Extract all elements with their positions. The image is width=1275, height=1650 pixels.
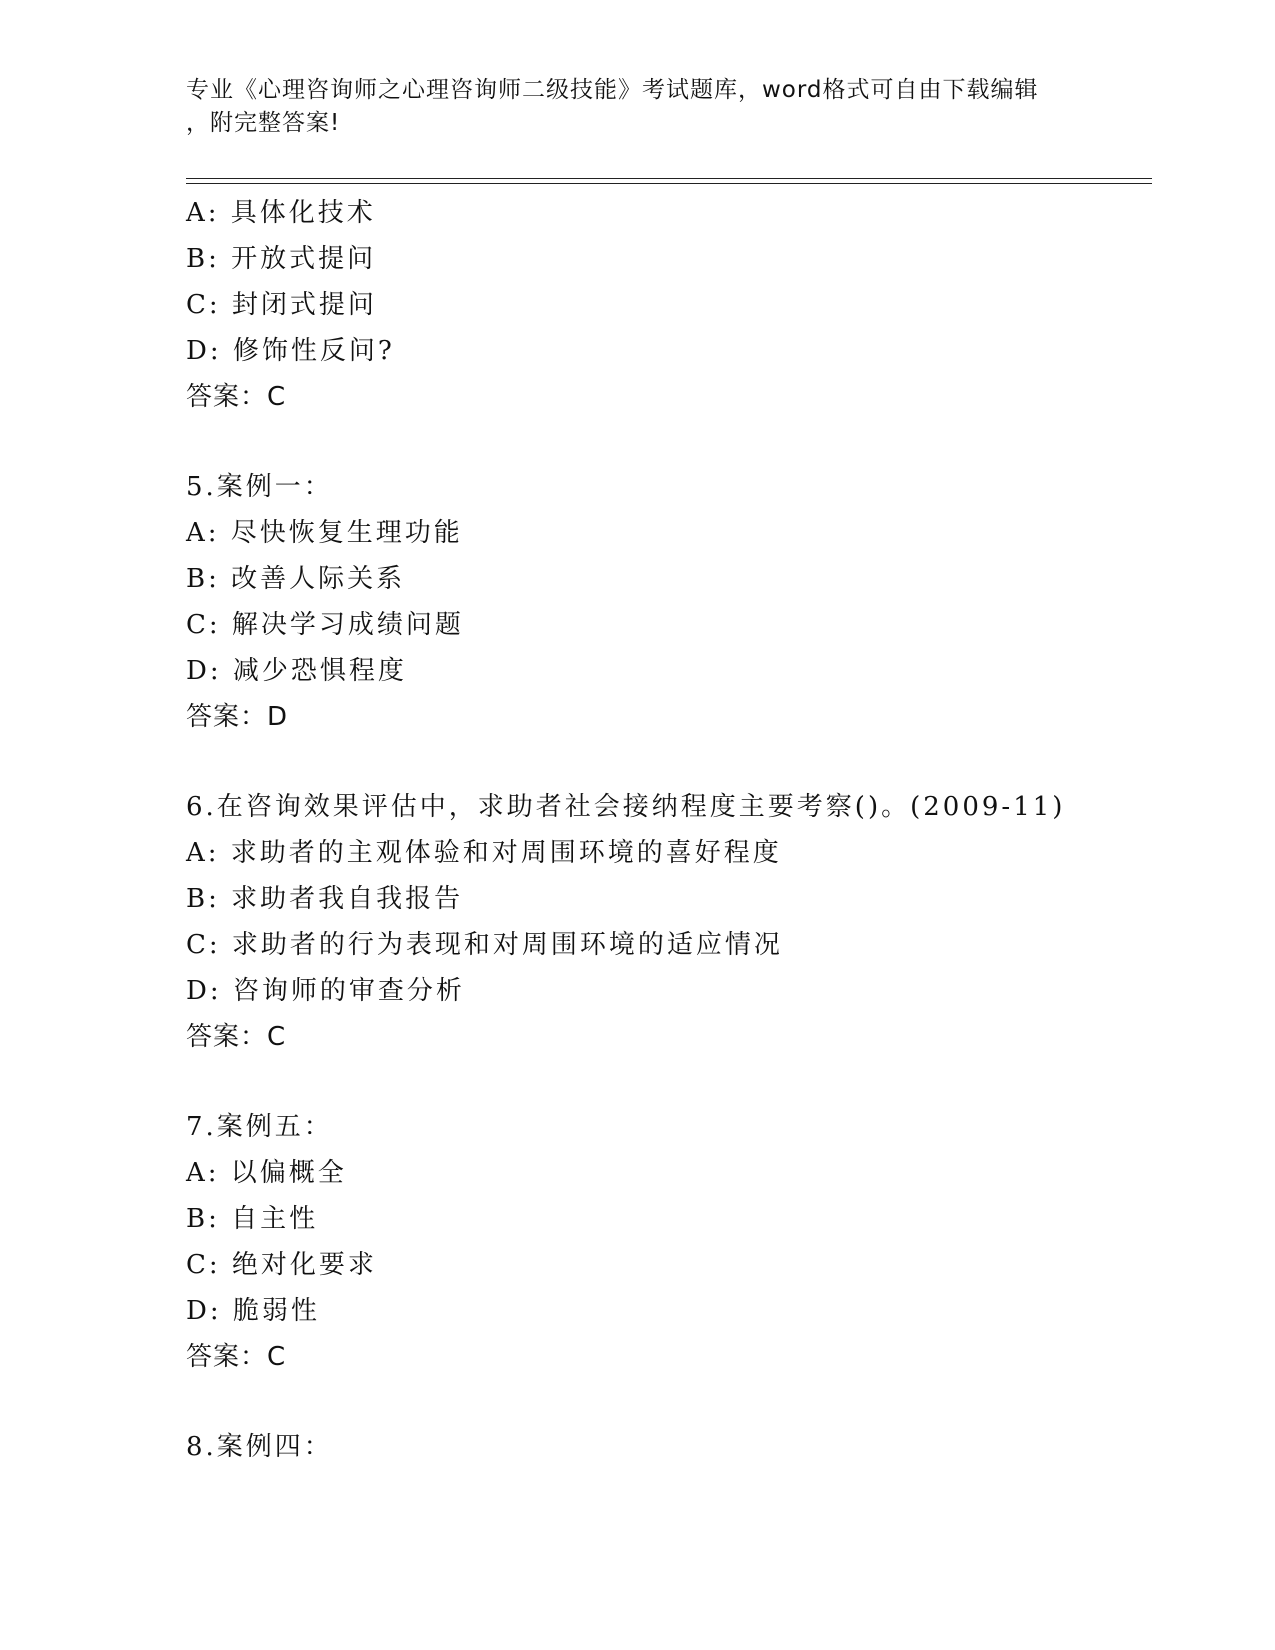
option-b: B: 开放式提问 xyxy=(186,244,377,274)
answer: 答案：C xyxy=(186,1022,287,1052)
option-b: B: 求助者我自我报告 xyxy=(186,884,464,914)
option-d: D: 脆弱性 xyxy=(186,1296,320,1326)
spacer xyxy=(186,740,1152,784)
header-divider-top xyxy=(186,178,1152,179)
spacer xyxy=(186,1060,1152,1104)
option-a: A: 求助者的主观体验和对周围环境的喜好程度 xyxy=(186,838,782,868)
answer: 答案：D xyxy=(186,702,289,732)
option-d: D: 修饰性反问? xyxy=(186,336,395,366)
question-list xyxy=(186,190,1152,1470)
question-title: 6.在咨询效果评估中，求助者社会接纳程度主要考察()。(2009-11) xyxy=(186,792,1066,822)
option-c: C: 绝对化要求 xyxy=(186,1250,377,1280)
header-line-1: 专业《心理咨询师之心理咨询师二级技能》考试题库，word格式可自由下载编辑 xyxy=(186,77,1039,103)
document-header xyxy=(186,74,1066,140)
question-8 xyxy=(186,1424,1152,1470)
option-a: A: 以偏概全 xyxy=(186,1158,347,1188)
answer: 答案：C xyxy=(186,382,287,412)
question-title: 5.案例一： xyxy=(186,472,333,502)
option-c: C: 解决学习成绩问题 xyxy=(186,610,464,640)
header-line-2: ，附完整答案! xyxy=(186,110,341,136)
question-4 xyxy=(186,190,1152,420)
option-c: C: 求助者的行为表现和对周围环境的适应情况 xyxy=(186,930,783,960)
question-5 xyxy=(186,464,1152,740)
option-b: B: 改善人际关系 xyxy=(186,564,406,594)
option-c: C: 封闭式提问 xyxy=(186,290,377,320)
question-title: 7.案例五： xyxy=(186,1112,333,1142)
option-d: D: 咨询师的审查分析 xyxy=(186,976,465,1006)
option-d: D: 减少恐惧程度 xyxy=(186,656,407,686)
answer: 答案：C xyxy=(186,1342,287,1372)
option-a: A: 具体化技术 xyxy=(186,198,376,228)
question-7 xyxy=(186,1104,1152,1380)
question-6 xyxy=(186,784,1152,1060)
spacer xyxy=(186,420,1152,464)
spacer xyxy=(186,1380,1152,1424)
header-divider-bottom xyxy=(186,183,1152,184)
question-title: 8.案例四： xyxy=(186,1432,333,1462)
option-b: B: 自主性 xyxy=(186,1204,319,1234)
option-a: A: 尽快恢复生理功能 xyxy=(186,518,463,548)
